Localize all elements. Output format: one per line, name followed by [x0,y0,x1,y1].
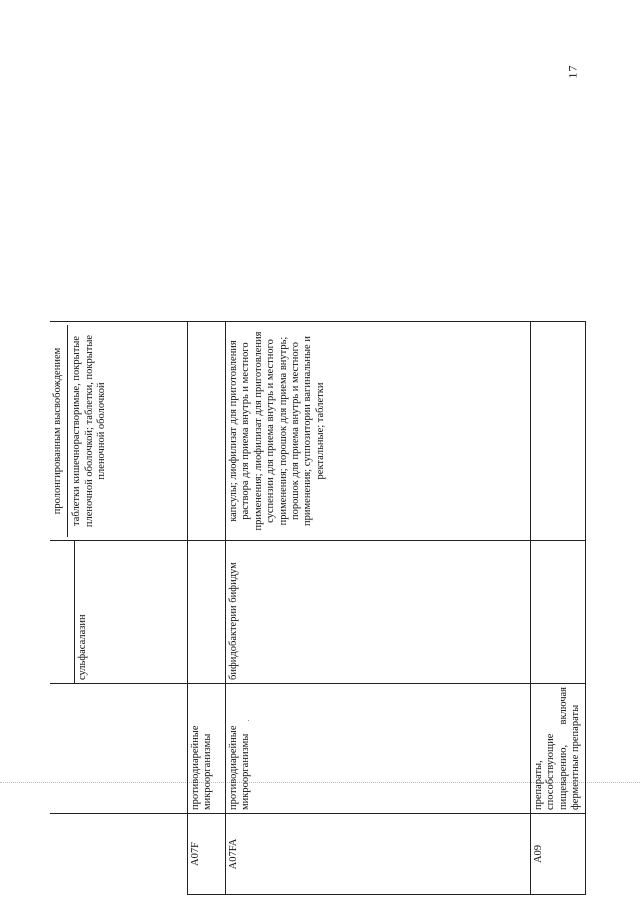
cell-group [531,684,586,814]
cell-group-empty [50,684,188,814]
cell-drug-forms [531,322,586,541]
cell-drug-name: бифидобактерии бифидум [226,541,531,684]
cell-group: противодиарейные микроорганизмы [188,684,226,814]
table-row [226,322,531,895]
group-line: препараты, [533,760,544,810]
cell-group: противодиарейные микроорганизмы [226,684,531,814]
cell-drug-name [188,541,226,684]
drug-name-text: сульфасалазин [74,541,187,683]
page-number: 17 [565,64,580,79]
cell-code-empty [50,814,188,895]
cell-drug-forms [188,322,226,541]
cell-drug-forms: капсулы; лиофилизат для приготовления раствора для приема внутрь и местного применения; лиофилизат для приготовления суспензии для приема внутрь и местного применения; порошок для приема внутрь; порошок для приема внутрь и местного применения; суппозитории вагинальные и ректальные; таблетки [226,322,531,541]
cell-code: A09 [531,814,586,895]
table-row-continuation [50,322,188,895]
cell-drug-forms [50,322,188,541]
cell-code: A07FA [226,814,531,895]
cell-drug-name [531,541,586,684]
group-line: способствующие [545,733,557,810]
forms-text: таблетки кишечнорастворимые, покрытые пленочной оболочкой; таблетки, покрытые пленочной оболочкой [71,334,108,528]
table-row [188,322,226,895]
cell-code: A07F [188,814,226,895]
rotated-table-wrapper [50,322,582,895]
group-word: пищеварению, [557,744,569,810]
group-line-split [558,687,570,810]
group-word: включая [557,687,569,725]
drug-table [50,321,586,895]
table-row [531,322,586,895]
cell-drug-name [50,541,188,684]
group-line: ферментные препараты [570,704,582,810]
forms-top-text: пролонгированным высвобождением [52,325,68,537]
